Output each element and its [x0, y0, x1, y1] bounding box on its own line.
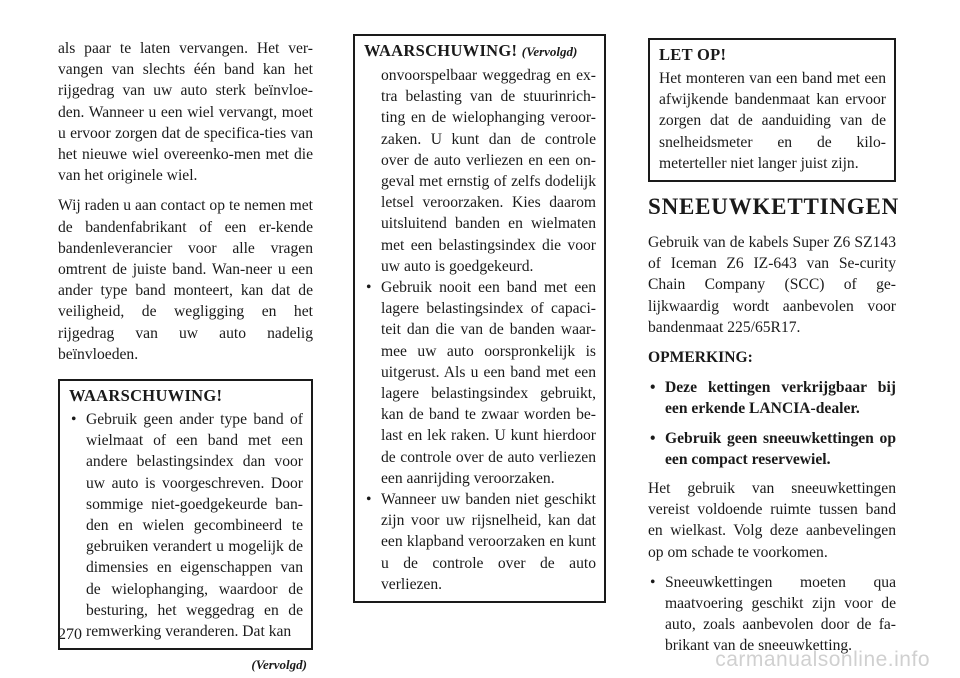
warning-item-tire-type: • Gebruik geen ander type band of wielmaat of een band met een andere belastingsindex dan voor uw auto is voorgeschreven. Door sommige niet-goedgekeurde ban-den en wielen gecombineerd te gebruiken verandert u mogelijk de dimensies en eigenschappen van de wielophanging, waardoor de besturing, het weggedrag en de remwerking veranderen. Dat kan	[69, 409, 303, 642]
warning-title-continued	[364, 40, 596, 63]
recommendation-item-size: • Sneeuwkettingen moeten qua maatvoering geschikt zijn voor de auto, zoals aanbevolen door de fa-brikant van de sneeuwketting.	[648, 572, 896, 657]
caution-title: LET OP!	[659, 45, 727, 64]
paragraph-contact-manufacturer: Wij raden u aan contact op te nemen met de bandenfabrikant of een er-kende bandenleverancier voor alle vragen omtrent de juiste band. Wan-neer u een ander type band monteert, kan dat de veiligheid, de wegligging en het rijgedrag van uw auto nadelig beïnvloeden.	[58, 197, 313, 363]
note-list	[648, 377, 896, 470]
warning-title-text: WAARSCHUWING!	[364, 41, 518, 60]
note-item-compact-spare: • Gebruik geen sneeuwkettingen op een compact reservewiel.	[648, 428, 896, 470]
page-number: 270	[58, 626, 82, 643]
note-item-dealer: • Deze kettingen verkrijgbaar bij een erkende LANCIA-dealer.	[648, 377, 896, 419]
column-right	[648, 38, 900, 657]
warning-list-continued	[364, 277, 596, 595]
watermark-logo: carmanualsonline.info	[715, 648, 930, 671]
warning-box	[58, 379, 313, 650]
warning-item-load-index: • Gebruik nooit een band met een lagere belastingsindex of capaci-teit dan die van de banden waar-mee uw auto oorspronkelijk is uitgerust. Als u een band met een lagere belastingsindex gebruikt, kan de band te zwaar worden be-last en lek raken. U kunt hierdoor de controle over de auto verliezen een aanrijding veroorzaken.	[364, 277, 596, 489]
warning-box-continued	[353, 34, 606, 603]
paragraph-cable-recommendation: Gebruik van de kabels Super Z6 SZ143 of Iceman Z6 IZ-643 van Se-curity Chain Company (SCC) of ge-lijkwaardig wordt aanbevolen voor bandenmaat 225/65R17.	[648, 234, 896, 336]
paragraph-clearance: Het gebruik van sneeuwkettingen vereist voldoende ruimte tussen band en wielkast. Volg deze aanbevelingen op om schade te voorkomen.	[648, 480, 896, 561]
warning-item-speed-rating: • Wanneer uw banden niet geschikt zijn voor uw rijsnelheid, kan dat een klapband veroorzaken en kunt u de controle over de auto verliezen.	[364, 489, 596, 595]
warning-title: WAARSCHUWING!	[69, 386, 223, 406]
warning-continuation: onvoorspelbaar weggedrag en ex-tra belasting van de stuurinrich-ting en de wielophanging veroor-zaken. U kunt dan de controle over de auto verliezen en een on-geval met ernstig of zelfs dodelijk letsel veroorzaken. Kies daarom uitsluitend banden en wielmaten met een belastingsindex die voor uw auto is goedgekeurd.	[381, 67, 596, 275]
note-label: OPMERKING:	[648, 349, 753, 367]
caution-text: Het monteren van een band met een afwijkende bandenmaat kan ervoor zorgen dat de aanduiding van de snelheidsmeter en de kilo-meterteller niet langer juist zijn.	[659, 70, 886, 172]
paragraph-replace-pair: als paar te laten vervangen. Het ver-vangen van slechts één band kan het rijgedrag van uw auto sterk beïnvloe-den. Wanneer u een wiel vervangt, moet u ervoor zorgen dat de specifica-ties van het nieuwe wiel overeenko-men met die van het originele wiel.	[58, 40, 313, 185]
section-heading-snow-chains: SNEEUWKETTINGEN	[648, 194, 900, 220]
caution-box	[648, 38, 896, 182]
column-left	[58, 38, 313, 675]
continued-label: (Vervolgd)	[251, 657, 307, 673]
continued-label-inline: (Vervolgd)	[521, 44, 578, 59]
column-middle	[353, 38, 606, 603]
recommendation-list	[648, 572, 896, 657]
warning-list	[69, 409, 303, 642]
